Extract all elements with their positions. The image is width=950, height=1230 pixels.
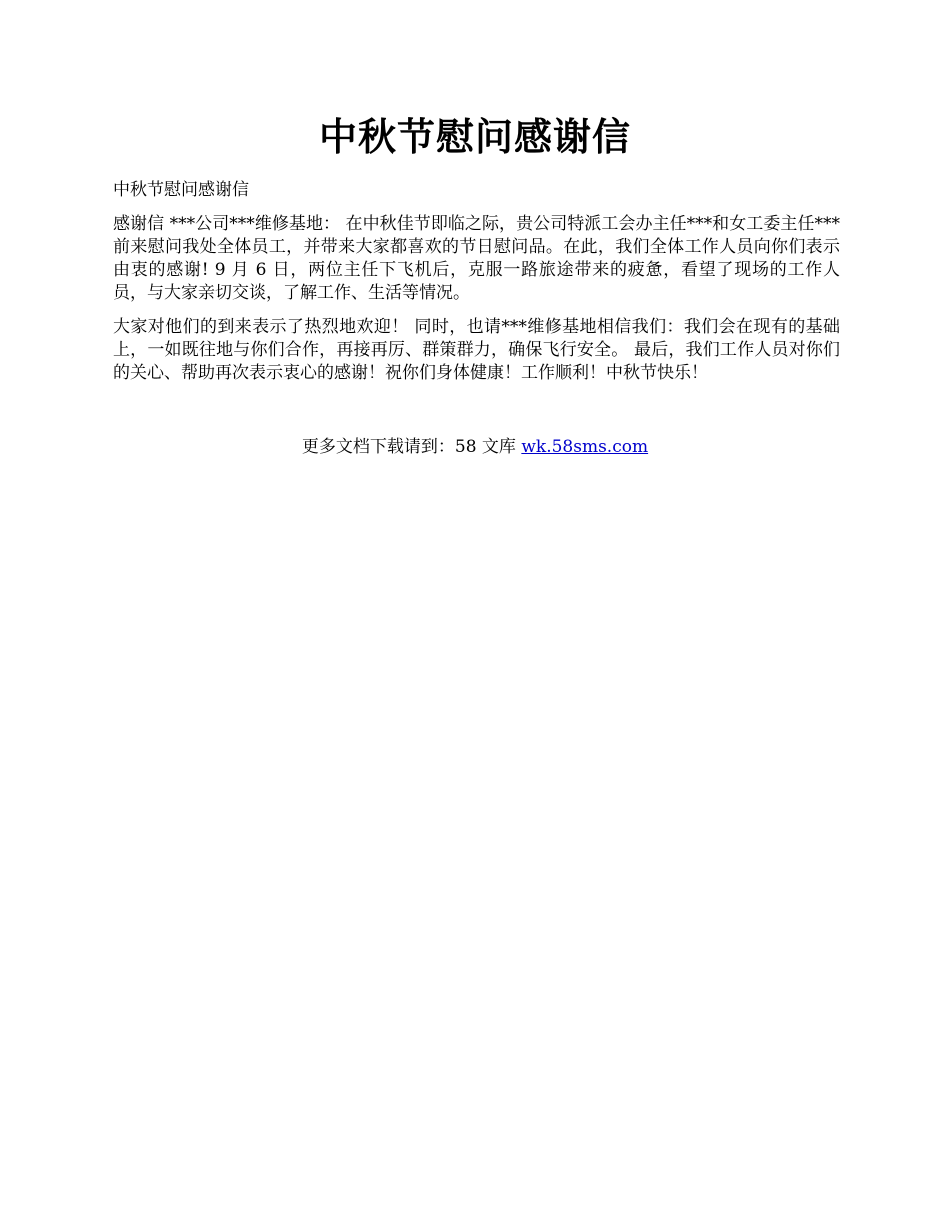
- footer-text: 更多文档下载请到：58 文库: [301, 437, 522, 457]
- body-paragraph-2: 大家对他们的到来表示了热烈地欢迎！ 同时，也请***维修基地相信我们：我们会在现有的基础上，一如既往地与你们合作，再接再厉、群策群力，确保飞行安全。 最后，我们工作人员对你们的关心、帮助再次表示衷心的感谢！祝你们身体健康！工作顺利！中秋节快乐！: [113, 317, 840, 383]
- document-body: [113, 179, 840, 396]
- footer-link[interactable]: wk.58sms.com: [521, 437, 649, 457]
- body-paragraph-1: 感谢信 ***公司***维修基地： 在中秋佳节即临之际，贵公司特派工会办主任***和女工委主任***前来慰问我处全体员工，并带来大家都喜欢的节日慰问品。在此，我们全体工作人员向你们表示由衷的感谢! 9 月 6 日，两位主任下飞机后，克服一路旅途带来的疲惫，看望了现场的工作人员，与大家亲切交谈，了解工作、生活等情况。: [113, 214, 840, 303]
- download-footer: [0, 436, 950, 459]
- document-title: 中秋节慰问感谢信: [318, 114, 631, 159]
- document-subtitle: 中秋节慰问感谢信: [113, 180, 249, 200]
